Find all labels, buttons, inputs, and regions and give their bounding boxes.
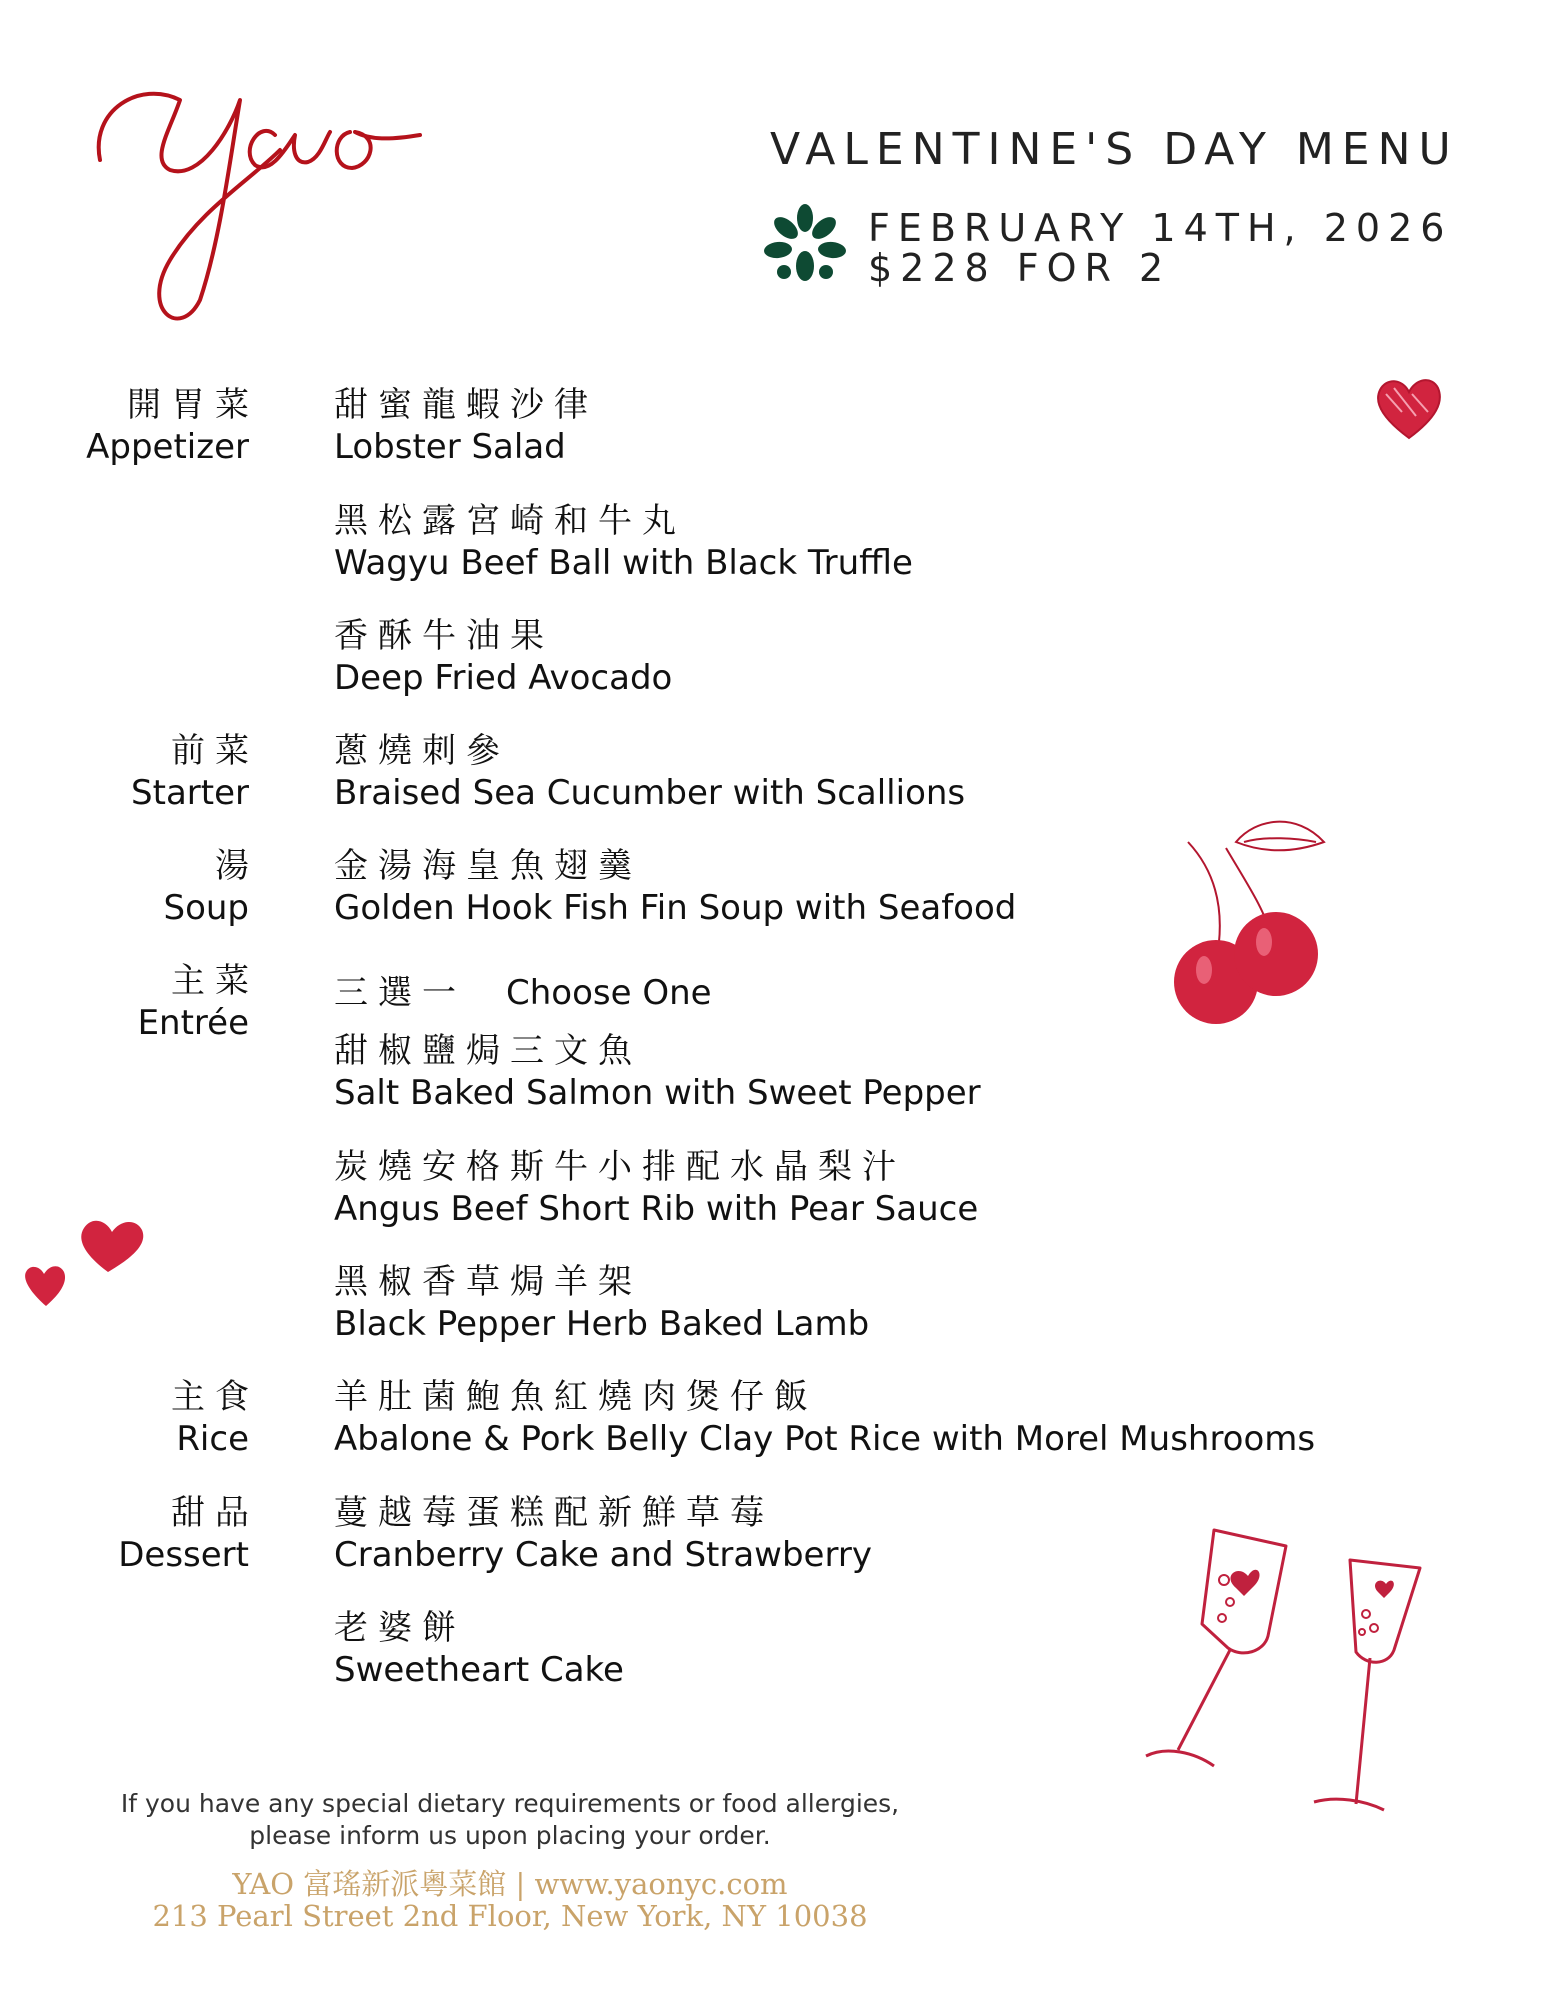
dish-zh: 蔓越莓蛋糕配新鮮草莓 bbox=[334, 1493, 774, 1533]
dish-item bbox=[334, 1492, 872, 1576]
dish-zh: 甜椒鹽焗三文魚 bbox=[334, 1031, 642, 1071]
dish-zh: 甜蜜龍蝦沙律 bbox=[334, 385, 598, 425]
category-appetizer bbox=[86, 384, 259, 468]
dish-zh: 香酥牛油果 bbox=[334, 616, 554, 656]
dish-zh: 羊肚菌鮑魚紅燒肉煲仔飯 bbox=[334, 1377, 818, 1417]
category-en: Appetizer bbox=[86, 427, 249, 467]
choose-one-label bbox=[334, 972, 712, 1014]
svg-text:Yao: Yao bbox=[80, 25, 108, 44]
dish-item bbox=[334, 730, 965, 814]
category-dessert bbox=[118, 1492, 259, 1576]
menu-price: $228 FOR 2 bbox=[868, 246, 1172, 290]
dish-zh: 蔥燒刺參 bbox=[334, 731, 510, 771]
category-zh: 甜品 bbox=[171, 1493, 259, 1533]
dish-item bbox=[334, 1607, 624, 1691]
category-entree bbox=[137, 960, 259, 1044]
choose-en: Choose One bbox=[506, 973, 712, 1013]
dish-item bbox=[334, 1261, 869, 1345]
dish-en: Cranberry Cake and Strawberry bbox=[334, 1535, 872, 1575]
dish-en: Golden Hook Fish Fin Soup with Seafood bbox=[334, 888, 1017, 928]
hearts-pair-icon bbox=[20, 1202, 146, 1314]
dish-zh: 黑椒香草焗羊架 bbox=[334, 1262, 642, 1302]
champagne-glasses-icon bbox=[1118, 1520, 1430, 1844]
dish-en: Angus Beef Short Rib with Pear Sauce bbox=[334, 1189, 979, 1229]
category-en: Dessert bbox=[118, 1535, 249, 1575]
category-rice bbox=[171, 1376, 259, 1460]
choose-zh: 三選一 bbox=[334, 973, 466, 1013]
dish-en: Abalone & Pork Belly Clay Pot Rice with Morel Mushrooms bbox=[334, 1419, 1316, 1459]
dish-item bbox=[334, 845, 1016, 929]
dish-item bbox=[334, 1030, 981, 1114]
dish-item bbox=[334, 384, 598, 468]
dish-en: Braised Sea Cucumber with Scallions bbox=[334, 773, 966, 813]
category-zh: 開胃菜 bbox=[127, 385, 259, 425]
heart-icon bbox=[1372, 372, 1446, 446]
dish-en: Salt Baked Salmon with Sweet Pepper bbox=[334, 1073, 981, 1113]
yao-script-logo bbox=[80, 25, 460, 330]
dish-item bbox=[334, 1146, 978, 1230]
category-en: Starter bbox=[131, 773, 249, 813]
dish-zh: 炭燒安格斯牛小排配水晶梨汁 bbox=[334, 1147, 906, 1187]
category-zh: 主食 bbox=[171, 1377, 259, 1417]
dish-item bbox=[334, 615, 672, 699]
category-en: Soup bbox=[163, 888, 249, 928]
note-line: If you have any special dietary requirements or food allergies, bbox=[120, 1789, 900, 1818]
category-zh: 前菜 bbox=[171, 731, 259, 771]
note-line: please inform us upon placing your order. bbox=[249, 1821, 771, 1850]
footer-address: 213 Pearl Street 2nd Floor, New York, NY 10038 bbox=[152, 1899, 868, 1933]
dish-en: Wagyu Beef Ball with Black Truffle bbox=[334, 543, 913, 583]
dish-en: Sweetheart Cake bbox=[334, 1650, 624, 1690]
dish-item bbox=[334, 500, 913, 584]
footer-line: YAO 富瑤新派粵菜館 | www.yaonyc.com bbox=[232, 1867, 788, 1901]
category-starter bbox=[131, 730, 259, 814]
category-en: Entrée bbox=[137, 1003, 249, 1043]
dish-item bbox=[334, 1376, 1315, 1460]
dish-zh: 金湯海皇魚翅羹 bbox=[334, 846, 642, 886]
category-soup bbox=[163, 845, 259, 929]
allergy-note bbox=[90, 1788, 930, 1852]
category-en: Rice bbox=[176, 1419, 249, 1459]
dish-zh: 黑松露宮崎和牛丸 bbox=[334, 501, 686, 541]
category-zh: 主菜 bbox=[171, 961, 259, 1001]
dish-en: Lobster Salad bbox=[334, 427, 566, 467]
dish-en: Deep Fried Avocado bbox=[334, 658, 673, 698]
menu-date: FEBRUARY 14TH, 2026 bbox=[868, 206, 1453, 250]
restaurant-footer bbox=[90, 1868, 930, 1932]
cherries-icon bbox=[1166, 812, 1346, 1040]
flower-icon bbox=[762, 200, 848, 284]
dish-zh: 老婆餅 bbox=[334, 1608, 466, 1648]
category-zh: 湯 bbox=[215, 846, 259, 886]
dish-en: Black Pepper Herb Baked Lamb bbox=[334, 1304, 870, 1344]
menu-title: VALENTINE'S DAY MENU bbox=[770, 124, 1459, 175]
